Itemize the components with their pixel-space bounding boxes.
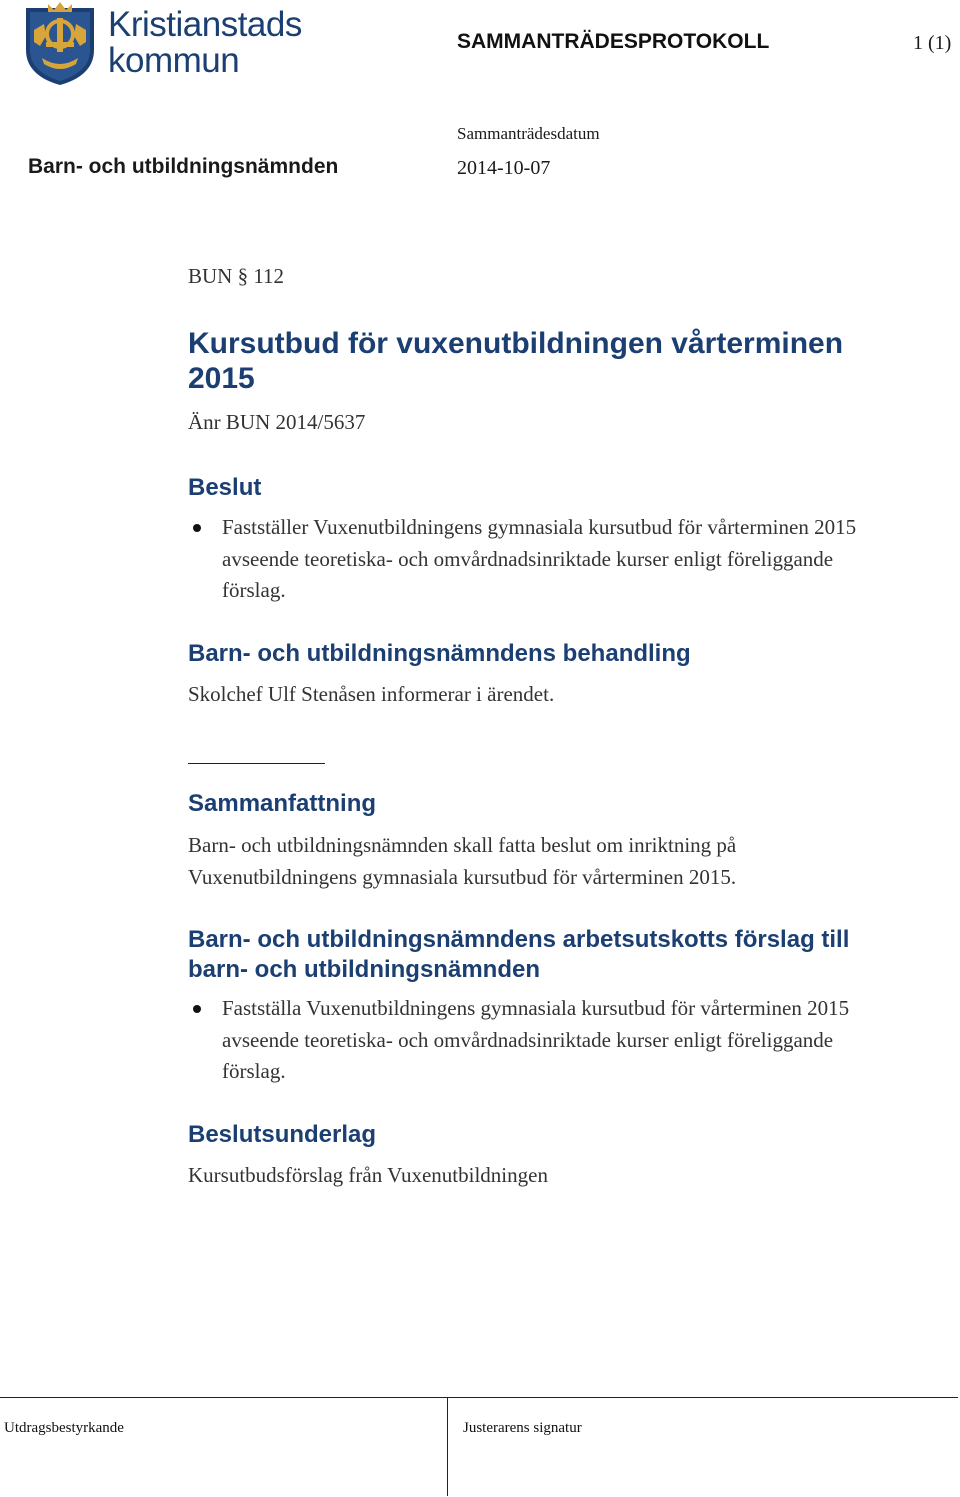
board-name: Barn- och utbildningsnämnden: [28, 155, 339, 178]
footer-certification-label: Utdragsbestyrkande: [4, 1420, 124, 1436]
heading-behandling: Barn- och utbildningsnämndens behandling: [188, 640, 691, 667]
sammanfattning-text: Barn- och utbildningsnämnden skall fatta beslut om inriktning på Vuxenutbildningens gymnasiala kursutbud för vårterminen 2015.: [188, 833, 737, 889]
list-item: [188, 512, 888, 607]
list-item-text: Fastställer Vuxenutbildningens gymnasiala kursutbud för vårterminen 2015 avseende teoretiska- och omvårdnadsinriktade kurser enligt föreliggande förslag.: [222, 515, 857, 602]
behandling-text: Skolchef Ulf Stenåsen informerar i ärendet.: [188, 682, 555, 706]
kristianstads-kommun-logo: [20, 2, 300, 86]
section-number: BUN § 112: [188, 264, 285, 288]
list-item-text: Fastställa Vuxenutbildningens gymnasiala kursutbud för vårterminen 2015 avseende teoretiska- och omvårdnadsinriktade kurser enligt föreliggande förslag.: [222, 996, 850, 1083]
meeting-date: 2014-10-07: [457, 157, 551, 179]
page-title: Kursutbud för vuxenutbildningen vårterminen 2015: [188, 327, 844, 395]
divider: [188, 763, 325, 764]
case-number: Änr BUN 2014/5637: [188, 410, 366, 434]
logo-wordmark-line1: Kristianstads: [108, 5, 302, 44]
beslutsunderlag-text: Kursutbudsförslag från Vuxenutbildningen: [188, 1163, 548, 1187]
heading-beslutsunderlag: Beslutsunderlag: [188, 1121, 377, 1148]
list-item: [188, 993, 888, 1088]
page-number: 1 (1): [913, 32, 952, 54]
crest-icon: [20, 2, 100, 86]
bullet-icon: [193, 524, 201, 532]
logo-wordmark-line2: kommun: [108, 41, 240, 80]
document-type: SAMMANTRÄDESPROTOKOLL: [457, 30, 770, 53]
footer-signature-label: Justerarens signatur: [463, 1420, 582, 1436]
forslag-list: [188, 993, 888, 1088]
bullet-icon: [193, 1005, 201, 1013]
footer-divider: [0, 1397, 958, 1398]
heading-sammanfattning: Sammanfattning: [188, 790, 377, 817]
heading-beslut: Beslut: [188, 474, 262, 501]
heading-forslag: Barn- och utbildningsnämndens arbetsutskotts förslag till barn- och utbildningsnämnden: [188, 926, 850, 983]
beslut-list: [188, 512, 888, 607]
date-label: Sammanträdesdatum: [457, 124, 600, 143]
footer-column-divider: [447, 1398, 448, 1496]
